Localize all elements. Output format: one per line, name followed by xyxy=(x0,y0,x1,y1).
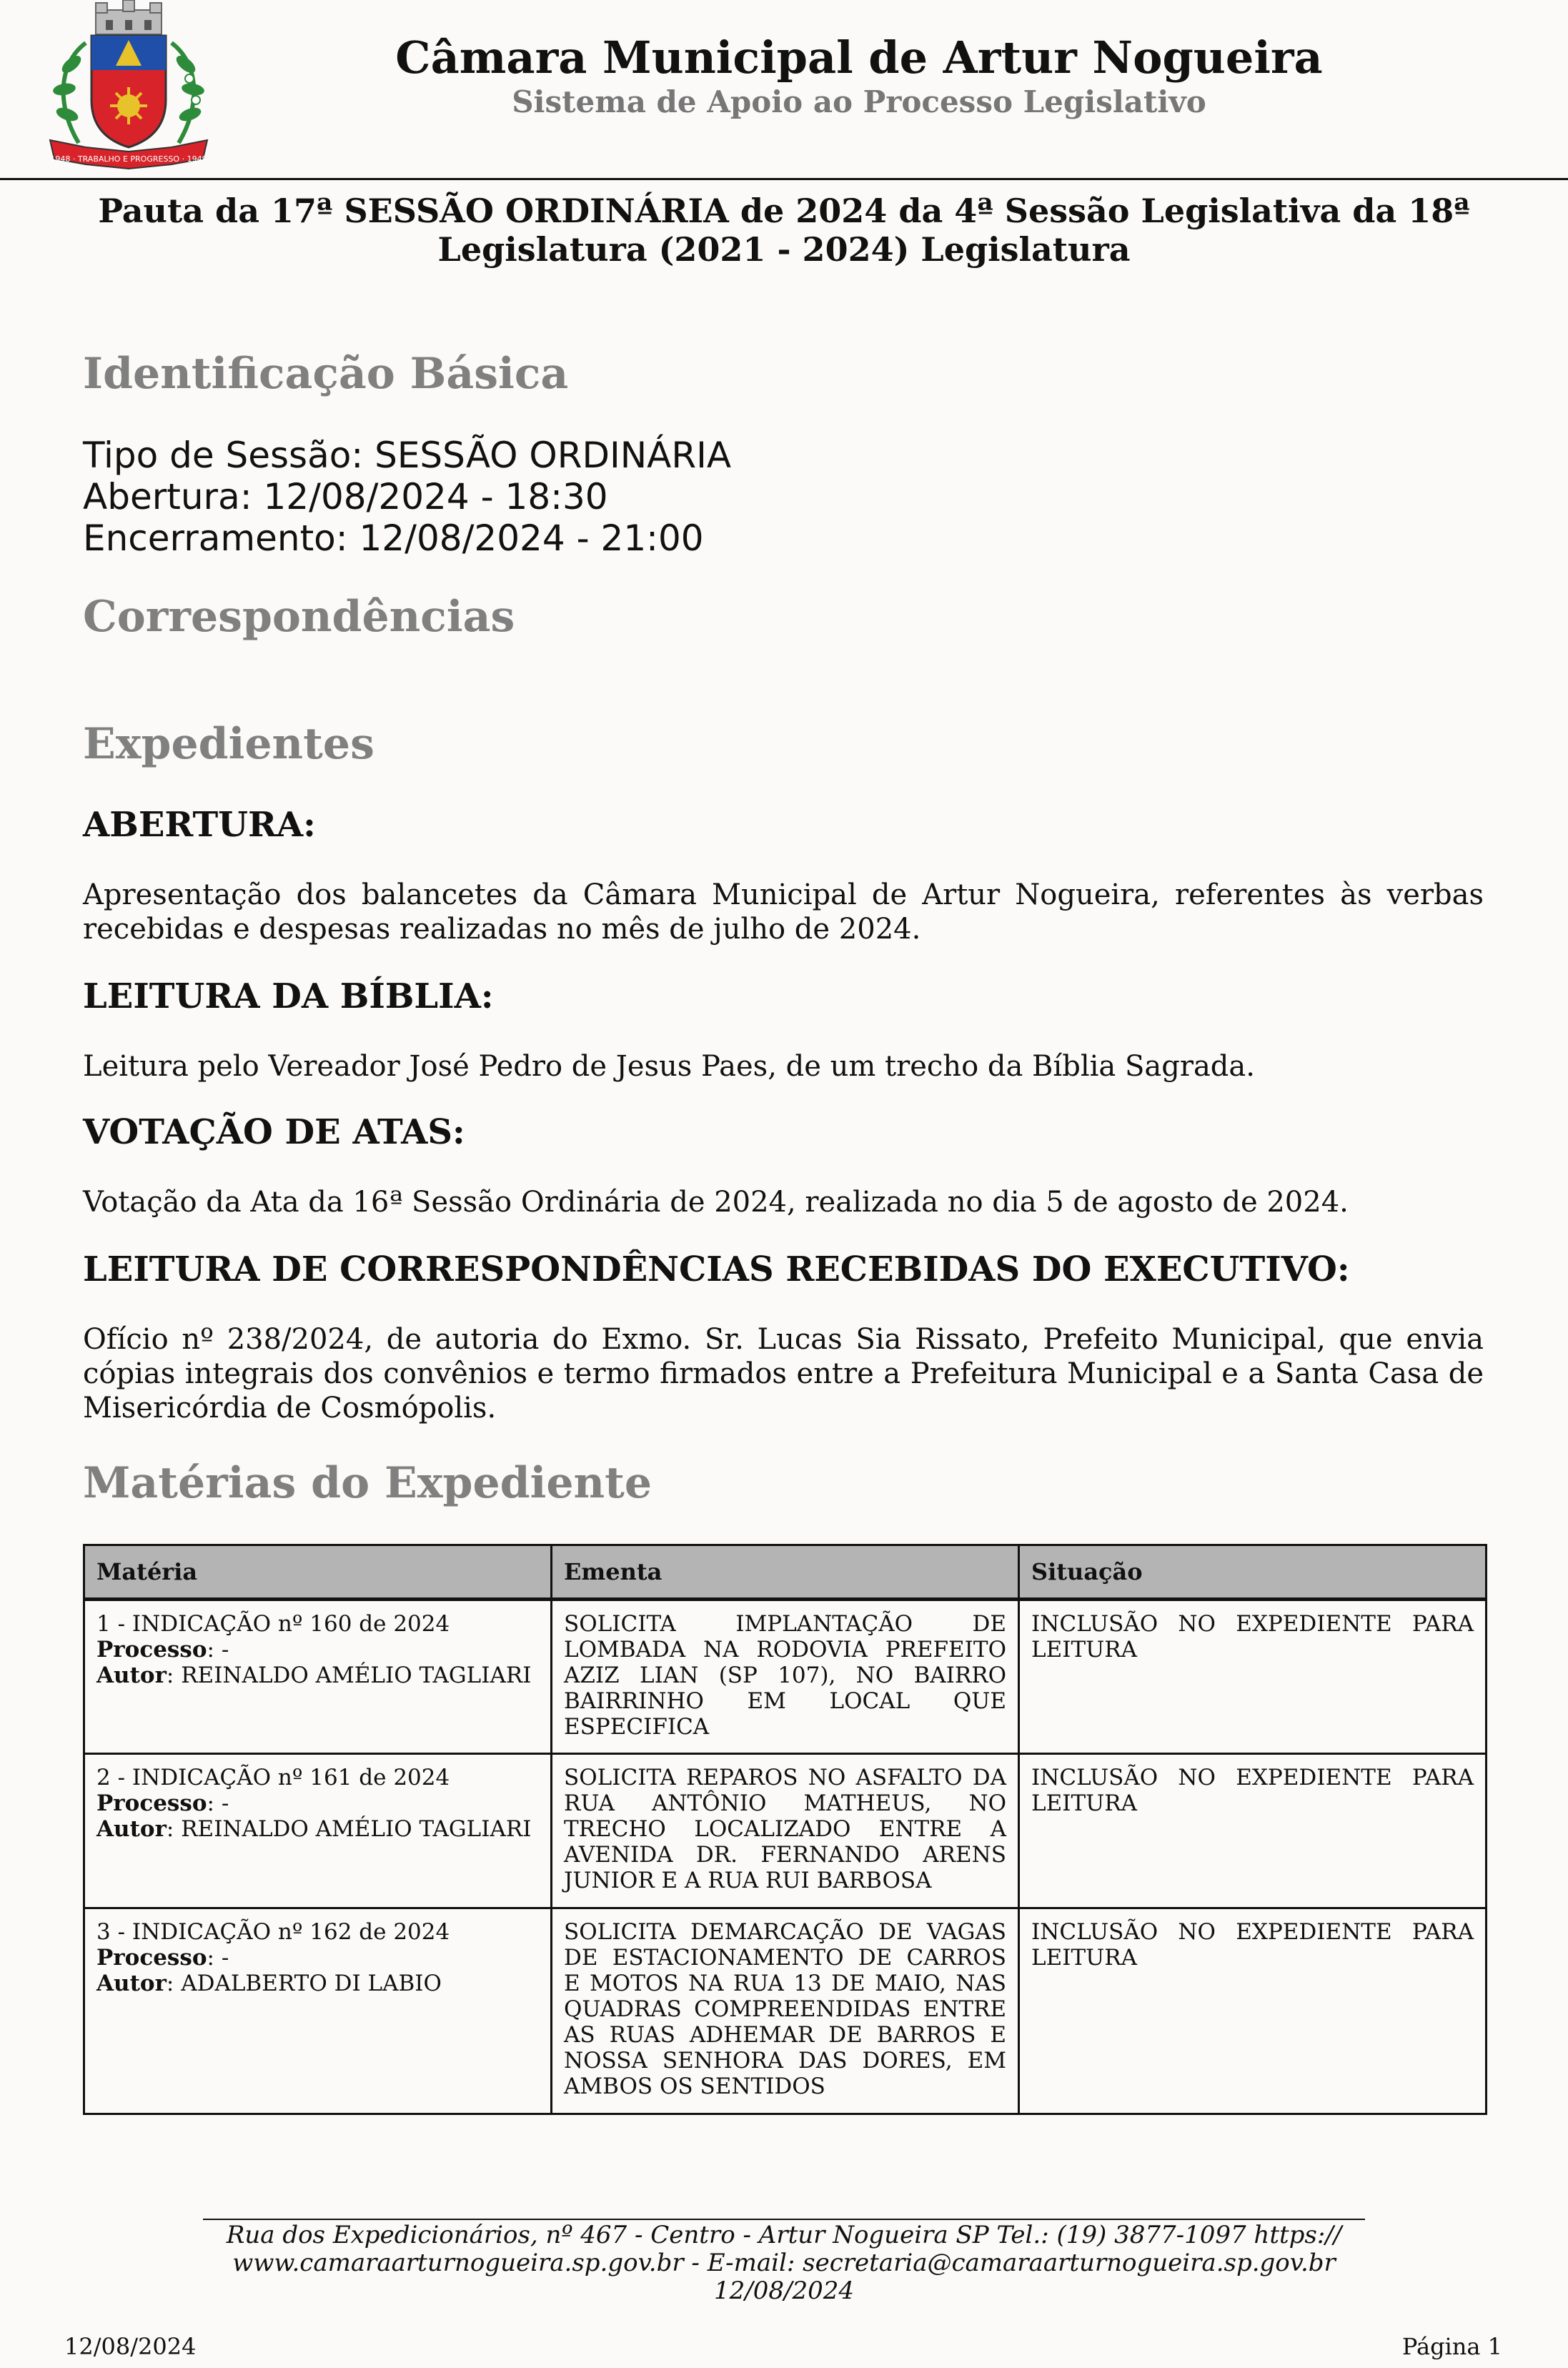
tipo-sessao: Tipo de Sessão: SESSÃO ORDINÁRIA xyxy=(83,435,732,476)
encerramento-datetime: Encerramento: 12/08/2024 - 21:00 xyxy=(83,517,704,559)
leitura-biblia-heading: LEITURA DA BÍBLIA: xyxy=(83,976,494,1016)
page-header xyxy=(0,0,1568,180)
autor-label: Autor xyxy=(96,1816,167,1842)
column-header-situacao: Situação xyxy=(1019,1545,1487,1600)
materia-cell xyxy=(84,1754,552,1908)
crest-ribbon-text: 1948 · TRABALHO E PROGRESSO · 1949 xyxy=(50,154,207,164)
autor-value: : ADALBERTO DI LABIO xyxy=(166,1971,442,1996)
situacao-cell: INCLUSÃO NO EXPEDIENTE PARA LEITURA xyxy=(1019,1908,1487,2114)
table-row xyxy=(84,1908,1487,2114)
autor-label: Autor xyxy=(96,1971,167,1996)
column-header-ementa: Ementa xyxy=(552,1545,1019,1600)
page-date: 12/08/2024 xyxy=(64,2333,197,2360)
pauta-title xyxy=(71,192,1497,269)
footer-line-2: www.camaraarturnogueira.sp.gov.br - E-mail: secretaria@camaraarturnogueira.sp.gov.br xyxy=(232,2249,1336,2277)
votacao-atas-text: Votação da Ata da 16ª Sessão Ordinária de 2024, realizada no dia 5 de agosto de 2024. xyxy=(83,1186,1349,1219)
ementa-cell: SOLICITA DEMARCAÇÃO DE VAGAS DE ESTACIONAMENTO DE CARROS E MOTOS NA RUA 13 DE MAIO, NAS QUADRAS COMPREENDIDAS ENTRE AS RUAS ADHEMAR DE BARROS E NOSSA SENHORA DAS DORES, EM AMBOS OS SENTIDOS xyxy=(552,1908,1019,2114)
materia-title: 3 - INDICAÇÃO nº 162 de 2024 xyxy=(96,1919,450,1945)
correspondencias-executivo-heading: LEITURA DE CORRESPONDÊNCIAS RECEBIDAS DO EXECUTIVO: xyxy=(83,1249,1350,1289)
votacao-atas-heading: VOTAÇÃO DE ATAS: xyxy=(83,1112,465,1152)
materia-cell xyxy=(84,1908,552,2114)
processo-label: Processo xyxy=(96,1637,207,1663)
autor-value: : REINALDO AMÉLIO TAGLIARI xyxy=(166,1663,532,1688)
processo-value: : - xyxy=(207,1637,229,1663)
footer-line-1: Rua dos Expedicionários, nº 467 - Centro - Artur Nogueira SP Tel.: (19) 3877-1097 https:// xyxy=(226,2221,1342,2249)
header-divider xyxy=(0,178,1568,180)
section-expedientes-heading: Expedientes xyxy=(83,719,374,769)
page-number: Página 1 xyxy=(1401,2333,1502,2360)
materia-cell xyxy=(84,1600,552,1754)
abertura-datetime: Abertura: 12/08/2024 - 18:30 xyxy=(83,476,608,517)
chamber-name: Câmara Municipal de Artur Nogueira xyxy=(395,31,1323,84)
processo-value: : - xyxy=(207,1790,229,1816)
abertura-heading: ABERTURA: xyxy=(83,805,316,845)
situacao-cell: INCLUSÃO NO EXPEDIENTE PARA LEITURA xyxy=(1019,1600,1487,1754)
ementa-cell: SOLICITA IMPLANTAÇÃO DE LOMBADA NA RODOVIA PREFEITO AZIZ LIAN (SP 107), NO BAIRRO BAIRRINHO EM LOCAL QUE ESPECIFICA xyxy=(552,1600,1019,1754)
section-materias-heading: Matérias do Expediente xyxy=(83,1458,652,1508)
footer-line-3: 12/08/2024 xyxy=(714,2277,854,2305)
table-row xyxy=(84,1600,1487,1754)
autor-label: Autor xyxy=(96,1663,167,1688)
column-header-materia: Matéria xyxy=(84,1545,552,1600)
pauta-title-line-2: Legislatura (2021 - 2024) Legislatura xyxy=(437,230,1131,269)
leitura-biblia-text: Leitura pelo Vereador José Pedro de Jesus Paes, de um trecho da Bíblia Sagrada. xyxy=(83,1050,1255,1083)
identificacao-block xyxy=(83,435,731,559)
processo-label: Processo xyxy=(96,1790,207,1816)
abertura-text: Apresentação dos balancetes da Câmara Municipal de Artur Nogueira, referentes às verbas recebidas e despesas realizadas no mês de julho de 2024. xyxy=(83,878,1484,946)
pauta-title-line-1: Pauta da 17ª SESSÃO ORDINÁRIA de 2024 da 4ª Sessão Legislativa da 18ª xyxy=(98,192,1470,230)
processo-label: Processo xyxy=(96,1945,207,1971)
materia-title: 2 - INDICAÇÃO nº 161 de 2024 xyxy=(96,1765,450,1790)
section-identificacao-heading: Identificação Básica xyxy=(83,349,569,399)
autor-value: : REINALDO AMÉLIO TAGLIARI xyxy=(166,1816,532,1842)
processo-value: : - xyxy=(207,1945,229,1971)
ementa-cell: SOLICITA REPAROS NO ASFALTO DA RUA ANTÔNIO MATHEUS, NO TRECHO LOCALIZADO ENTRE A AVENIDA DR. FERNANDO ARENS JUNIOR E A RUA RUI BARBOSA xyxy=(552,1754,1019,1908)
situacao-cell: INCLUSÃO NO EXPEDIENTE PARA LEITURA xyxy=(1019,1754,1487,1908)
materia-title: 1 - INDICAÇÃO nº 160 de 2024 xyxy=(96,1611,450,1637)
materias-table xyxy=(83,1544,1487,2115)
footer-address xyxy=(203,2221,1365,2305)
footer-divider xyxy=(203,2219,1365,2220)
table-row xyxy=(84,1754,1487,1908)
system-subtitle: Sistema de Apoio ao Processo Legislativo xyxy=(512,84,1206,119)
section-correspondencias-heading: Correspondências xyxy=(83,592,515,642)
table-header-row xyxy=(84,1545,1487,1600)
correspondencias-executivo-text: Ofício nº 238/2024, de autoria do Exmo. Sr. Lucas Sia Rissato, Prefeito Municipal, que envia cópias integrais dos convênios e termo firmados entre a Prefeitura Municipal e a Santa Casa de Misericórdia de Cosmópolis. xyxy=(83,1323,1484,1425)
